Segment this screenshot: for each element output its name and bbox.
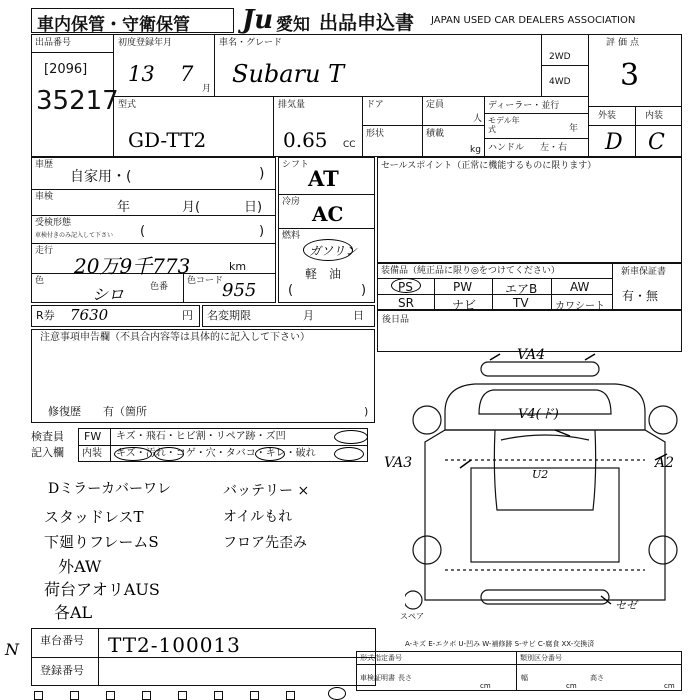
model-label: 車名・グレード: [219, 38, 283, 48]
notes-label: 注意事項申告欄（不具合内容等は具体的に記入して下さい）: [40, 332, 310, 343]
drive-4wd: 4WD: [549, 77, 571, 87]
fuel-value: ガソリン: [309, 244, 358, 258]
load-label: 積載: [426, 129, 445, 139]
note-mirror: Dミラーカバーワレ: [48, 481, 171, 497]
repair-label: 修復歴 有（箇所: [48, 405, 147, 418]
fuel-label: 燃料: [282, 231, 301, 241]
lot-label: 出品番号: [35, 38, 72, 48]
model-value: Subaru T: [232, 60, 345, 88]
length-unit: cm: [480, 682, 491, 690]
color-number-label: 色番: [150, 282, 169, 292]
fuel-close: ): [361, 283, 367, 298]
warranty-label: 新車保証書: [621, 267, 667, 277]
bottom-check-2: [70, 691, 79, 700]
margin-mark: N: [5, 640, 19, 659]
region-name: 愛知: [276, 15, 310, 35]
check-circle-3: [255, 447, 285, 461]
name-change-label: 名変期限: [207, 309, 251, 322]
grade-label: 評価点: [606, 38, 643, 48]
capacity-label: 定員: [426, 100, 445, 110]
bottom-check-7: [250, 691, 259, 700]
equip-sr: SR: [398, 296, 414, 310]
displacement-value: 0.65: [283, 128, 328, 152]
equip-ps-circle: [391, 278, 421, 293]
fuel-open: (: [288, 283, 294, 298]
door-label: ドア: [366, 100, 384, 110]
form-number-label: 形式指定番号: [360, 654, 402, 662]
registration-year: 13: [128, 62, 155, 86]
ju-logo: Ju: [242, 5, 274, 35]
check-circle-5: [334, 430, 368, 444]
exterior-grade: D: [605, 130, 623, 155]
interior-check-items: キズ・汚れ・コゲ・穴・タバコ・キレ・破れ: [116, 448, 316, 459]
cert-label: 車検証明書: [360, 674, 395, 682]
note-bed: 荷台アオリAUS: [44, 580, 160, 599]
bottom-check-1: [34, 691, 43, 700]
spare-label: スペア: [400, 612, 424, 621]
bottom-check-3: [106, 691, 115, 700]
note-floor: フロア先歪み: [223, 535, 307, 551]
history-value: 自家用・(: [70, 169, 132, 185]
inspection-label: 車検: [35, 192, 54, 202]
type-value: GD-TT2: [128, 128, 207, 152]
note-outer-aw: 外AW: [58, 557, 102, 576]
load-unit: kg: [470, 145, 481, 155]
registration-month-unit: 月: [202, 84, 212, 94]
mark-roof: V4(ド): [518, 407, 559, 422]
note-battery: バッテリー ×: [223, 483, 310, 499]
length-label: 長さ: [398, 674, 412, 682]
inspection-month: 月(: [182, 200, 201, 215]
lot-code: [2096]: [44, 62, 88, 77]
repair-close: ): [364, 405, 369, 418]
later-items-label: 後日品: [382, 315, 410, 325]
reg-number-label: 登録番号: [40, 664, 84, 677]
chassis-label: 車台番号: [40, 634, 84, 647]
lot-number: 35217: [36, 86, 119, 116]
registration-month: 7: [180, 62, 194, 86]
bottom-check-6: [214, 691, 223, 700]
registration-label: 初度登録年月: [118, 38, 173, 48]
class-number-label: 類別区分番号: [520, 654, 562, 662]
recycle-unit: 円: [182, 309, 193, 322]
bottom-circle: [328, 687, 346, 700]
mark-right: A2: [655, 455, 675, 471]
bottom-check-8: [286, 691, 295, 700]
capacity-unit: 人: [473, 114, 483, 124]
note-frame: 下廻りフレームS: [44, 533, 159, 551]
note-each-al: 各AL: [54, 603, 93, 622]
note-oil: オイルもれ: [223, 509, 293, 525]
recycle-label: R券: [36, 309, 55, 322]
shift-value: AT: [308, 166, 339, 191]
color-code: 955: [222, 280, 257, 301]
acceptance-close: ): [259, 224, 265, 239]
height-label: 高さ: [590, 674, 604, 682]
mark-bottom-right: セゼ: [615, 599, 637, 612]
name-change-month: 月: [303, 309, 314, 322]
cert-block: [356, 651, 682, 691]
note-studless: スタッドレスT: [44, 508, 144, 526]
equipment-label: 装備品（純正品に限り◎をつけてください）: [381, 266, 560, 276]
mark-left: VA3: [384, 455, 413, 471]
acceptance-note: 車検付きのみ記入して下さい: [35, 232, 114, 239]
shape-label: 形状: [366, 129, 385, 139]
type-label: 型式: [118, 100, 137, 110]
model-year-unit: 年: [569, 124, 579, 134]
interior-label: 内装: [645, 111, 664, 121]
history-label: 車歴: [35, 160, 54, 170]
equip-leather: カワシート: [555, 301, 605, 312]
fw-items: キズ・飛石・ヒビ割・リペア跡・ズ凹: [116, 431, 286, 442]
model-year-label: モデル年式: [488, 116, 520, 134]
fw-label: FW: [84, 430, 102, 443]
aircon-value: AC: [312, 202, 344, 226]
recycle-value: 7630: [70, 306, 109, 324]
check-circle-4: [334, 447, 364, 461]
mark-top: VA4: [517, 347, 546, 363]
width-unit: cm: [566, 682, 577, 690]
aircon-label: 冷房: [282, 197, 301, 207]
shift-label: シフト: [282, 160, 310, 170]
recycle-block: [31, 305, 200, 327]
check-circle-1: [114, 447, 152, 461]
width-label: 幅: [521, 674, 528, 682]
mileage-label: 走行: [35, 246, 54, 256]
inspection-day: 日): [244, 200, 263, 215]
drive-2wd: 2WD: [549, 52, 571, 62]
height-unit: cm: [664, 682, 675, 690]
handle-label: ハンドル: [488, 143, 525, 153]
equip-airbag: エアB: [505, 282, 538, 296]
equip-ps: PS: [398, 280, 413, 294]
acceptance-label: 受検形態: [35, 218, 72, 228]
interior-grade: C: [648, 130, 665, 155]
equip-pw: PW: [453, 280, 473, 294]
interior-check-label: 内装: [82, 448, 102, 459]
displacement-label: 排気量: [278, 100, 306, 110]
inspection-year: 年: [117, 200, 131, 215]
inspector-label-1: 検査員: [31, 430, 64, 443]
check-circle-2: [154, 447, 184, 461]
sales-point-block: [377, 157, 682, 263]
association-name: JAPAN USED CAR DEALERS ASSOCIATION: [431, 15, 636, 26]
sales-point-label: セールスポイント（正常に機能するものに限ります）: [381, 161, 597, 171]
name-change-day: 日: [353, 309, 364, 322]
later-items-block: [377, 310, 682, 352]
inspector-label-2: 記入欄: [31, 446, 64, 459]
mark-center: U2: [532, 468, 549, 481]
grade-value: 3: [620, 58, 640, 93]
history-close: ): [259, 166, 265, 182]
bottom-check-5: [178, 691, 187, 700]
form-title: 出品申込書: [319, 12, 415, 34]
color-value: シロ: [92, 285, 125, 304]
mileage-value: 20万9千773: [74, 254, 191, 278]
fuel-option: 軽 油: [305, 267, 342, 281]
chassis-value: TT2-100013: [108, 633, 241, 657]
color-code-label: 色コード: [187, 276, 224, 286]
displacement-unit: CC: [343, 140, 356, 150]
acceptance-open: (: [140, 224, 146, 239]
damage-legend: A-キズ E-エクボ U-凹み W-補修跡 S-サビ C-腐食 XX-交換済: [405, 640, 595, 648]
bottom-check-4: [142, 691, 151, 700]
vehicle-diagram: [405, 350, 685, 615]
dealer-label: ディーラー・並行: [488, 101, 560, 111]
warranty-options: 有・無: [622, 289, 659, 303]
exterior-label: 外装: [598, 111, 617, 121]
color-label: 色: [35, 276, 45, 286]
storage-title: 車内保管・守衛保管: [37, 15, 190, 35]
handle-options: 左・右: [540, 143, 568, 153]
mileage-unit: km: [229, 260, 247, 273]
equip-tv: TV: [513, 296, 529, 310]
equip-navi: ナビ: [452, 298, 477, 312]
equip-aw: AW: [570, 280, 590, 294]
